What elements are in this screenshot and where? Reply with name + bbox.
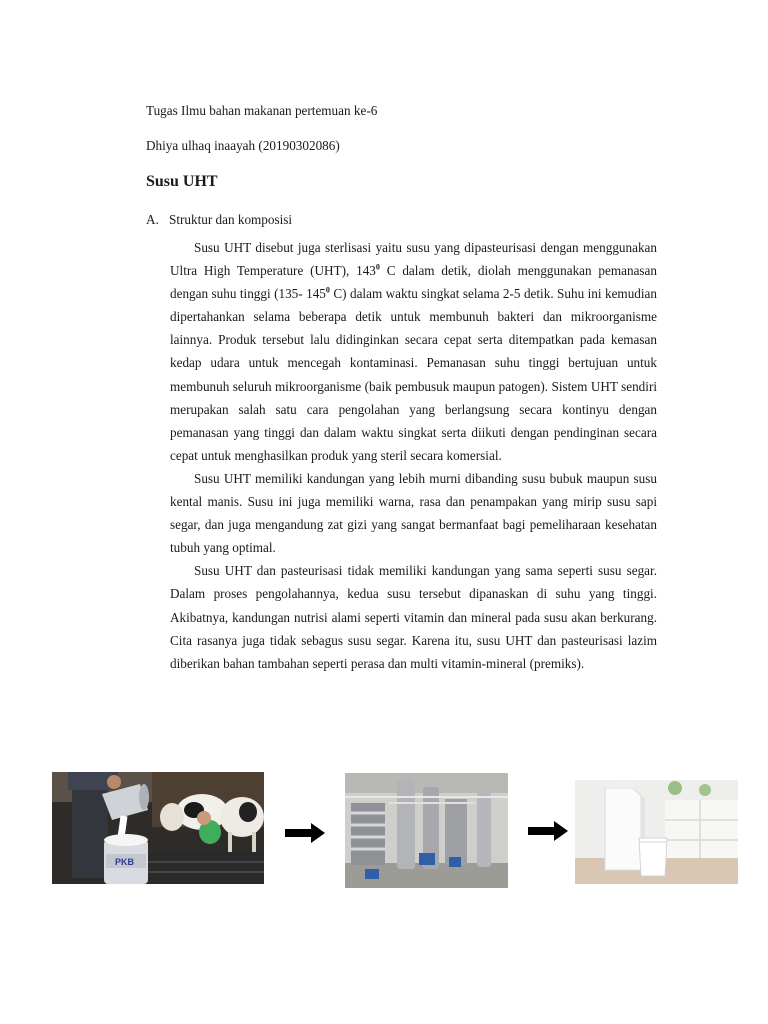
paragraph-1-part-b: C dalam detik, diolah menggunakan pemanasan dengan suhu tinggi (135- 145 — [170, 263, 658, 302]
section-heading — [146, 212, 292, 228]
milking-photo — [52, 772, 264, 884]
arrow-right-icon — [528, 821, 568, 841]
arrow-right-icon — [285, 823, 325, 843]
section-heading-text: Struktur dan komposisi — [169, 212, 293, 227]
paragraph-1-part-c: C) dalam waktu singkat selama 2-5 detik. Suhu ini kemudian dipertahankan selama beberapa detik untuk membunuh bakteri dan mikroorganisme lainnya. Produk tersebut lalu didinginkan secara cepat serta ditempatkan pada kemasan kedap udara untuk mencegah kontaminasi. Pemanasan suhu tinggi bertujuan untuk membunuh seluruh mikroorganisme (baik pembusuk maupun patogen). Sistem UHT sendiri merupakan salah satu cara pengolahan yang berlangsung secara kontinyu dengan pemanasan yang tinggi dan dalam waktu singkat serta diikuti dengan pendinginan secara cepat untuk menghasilkan produk yang steril secara komersial. — [170, 286, 657, 463]
body-text — [170, 236, 657, 675]
paragraph-2: Susu UHT memiliki kandungan yang lebih murni dibanding susu bubuk maupun susu kental manis. Susu ini juga memiliki warna, rasa dan penampakan yang mirip susu sapi segar, dan juga mengandung zat gizi yang sangat bermanfaat bagi pemeliharaan kesehatan tubuh yang optimal. — [170, 470, 657, 556]
milk-product-photo — [575, 780, 738, 884]
paragraph-3: Susu UHT dan pasteurisasi tidak memiliki kandungan yang sama seperti susu segar. Dalam proses pengolahannya, kedua susu tersebut dipanaskan di suhu yang tinggi. Akibatnya, kandungan nutrisi alami seperti vitamin dan mineral pada susu akan berkurang. Cita rasanya juga tidak sebagus susu segar. Karena itu, susu UHT dan pasteurisasi lazim diberikan bahan tambahan seperti perasa dan multi vitamin-mineral (premiks). — [170, 563, 657, 671]
degree-superscript: 0 — [375, 262, 380, 272]
processing-plant-photo — [345, 773, 508, 888]
author-line: Dhiya ulhaq inaayah (20190302086) — [146, 138, 340, 153]
section-letter: A. — [146, 212, 159, 227]
paragraph-1-part-a: Susu UHT disebut juga sterlisasi yaitu susu yang dipasteurisasi dengan menggunakan Ultra High Temperature (UHT), 143 — [170, 240, 657, 279]
paragraph-1 — [170, 236, 657, 467]
can-label: PKB — [115, 857, 135, 867]
document-title: Susu UHT — [146, 173, 218, 190]
assignment-line: Tugas Ilmu bahan makanan pertemuan ke-6 — [146, 103, 378, 118]
degree-superscript: 0 — [325, 285, 330, 295]
